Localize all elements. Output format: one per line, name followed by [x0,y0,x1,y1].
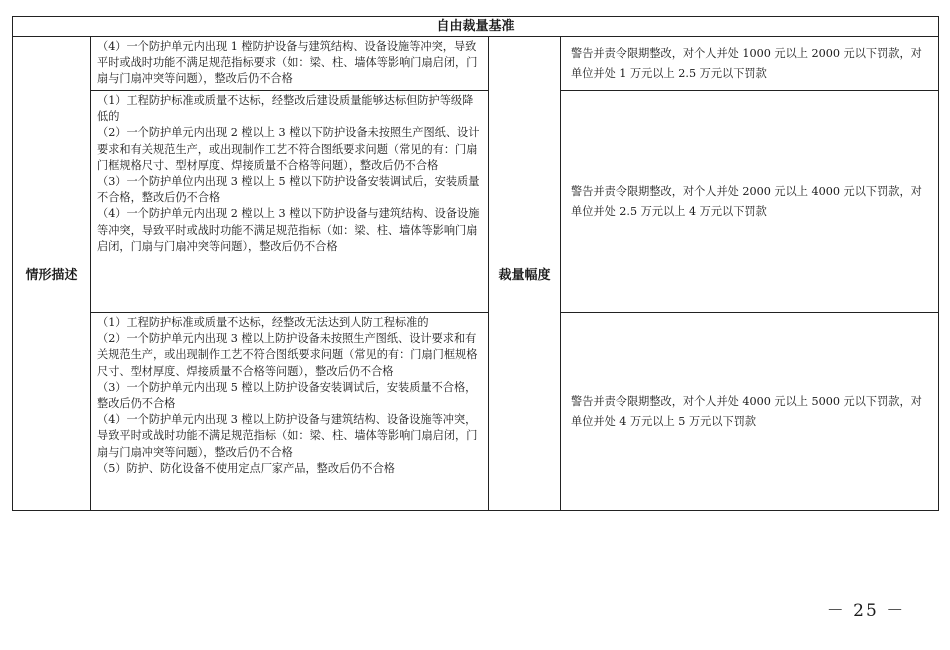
group-1-description [91,37,489,91]
group-2-item-1: （1）工程防护标准或质量不达标，经整改后建设质量能够达标但防护等级降低的 [97,94,474,124]
group-3-item-3: （3）一个防护单元内出现 5 樘以上防护设备安装调试后，安装质量不合格，整改后仍不合格 [97,380,477,411]
group-2-description [91,91,489,313]
group-2-item-2: （2）一个防护单元内出现 2 樘以上 3 樘以下防护设备未按照生产图纸、设计要求和有关规范生产，或出现制作工艺不符合图纸要求问题（常见的有：门扇门框规格尺寸、型材厚度、焊接质量不合格等问题），整改后仍不合格 [97,126,480,172]
table-header: 自由裁量基准 [13,17,939,37]
penalty-standard-table [12,16,939,511]
group-3-description [91,313,489,511]
group-3-item-1: （1）工程防护标准或质量不达标，经整改无法达到人防工程标准的 [97,316,429,329]
group-3-item-4: （4）一个防护单元内出现 3 樘以上防护设备与建筑结构、设备设施等冲突，导致平时或战时功能不满足规范指标（如：梁、柱、墙体等影响门扇启闭，门扇与门扇冲突等问题），整改后仍不合格 [97,413,478,459]
page-number: － 25 － [826,601,906,621]
document-page [12,16,938,511]
group-3-item-5: （5）防护、防化设备不使用定点厂家产品，整改后仍不合格 [97,461,395,475]
group-2-penalty: 警告并责令限期整改，对个人并处 2000 元以上 4000 元以下罚款，对单位并处 2.5 万元以上 4 万元以下罚款 [561,91,939,313]
group-2-item-4: （4）一个防护单元内出现 2 樘以上 3 樘以下防护设备与建筑结构、设备设施等冲突，导致平时或战时功能不满足规范指标（如：梁、柱、墙体等影响门扇启闭，门扇与门扇冲突等问题），整改后仍不合格 [97,207,480,253]
group-3-penalty: 警告并责令限期整改，对个人并处 4000 元以上 5000 元以下罚款，对单位并处 4 万元以上 5 万元以下罚款 [561,313,939,511]
range-label: 裁量幅度 [489,37,561,511]
group-1-penalty: 警告并责令限期整改，对个人并处 1000 元以上 2000 元以下罚款，对单位并处 1 万元以上 2.5 万元以下罚款 [561,37,939,91]
group-3-item-2: （2）一个防护单元内出现 3 樘以上防护设备未按照生产图纸、设计要求和有关规范生产，或出现制作工艺不符合图纸要求问题（常见的有：门扇门框规格尺寸、型材厚度、焊接质量不合格等问题），整改后仍不合格 [97,332,478,378]
group-2-item-3: （3）一个防护单位内出现 3 樘以上 5 樘以下防护设备安装调试后，安装质量不合格，整改后仍不合格 [97,175,480,205]
situation-label: 情形描述 [13,37,91,511]
group-1-item-4: （4）一个防护单元内出现 1 樘防护设备与建筑结构、设备设施等冲突，导致平时或战时功能不满足规范指标要求（如：梁、柱、墙体等影响门扇启闭，门扇与门扇冲突等问题），整改后仍不合格 [97,40,478,86]
